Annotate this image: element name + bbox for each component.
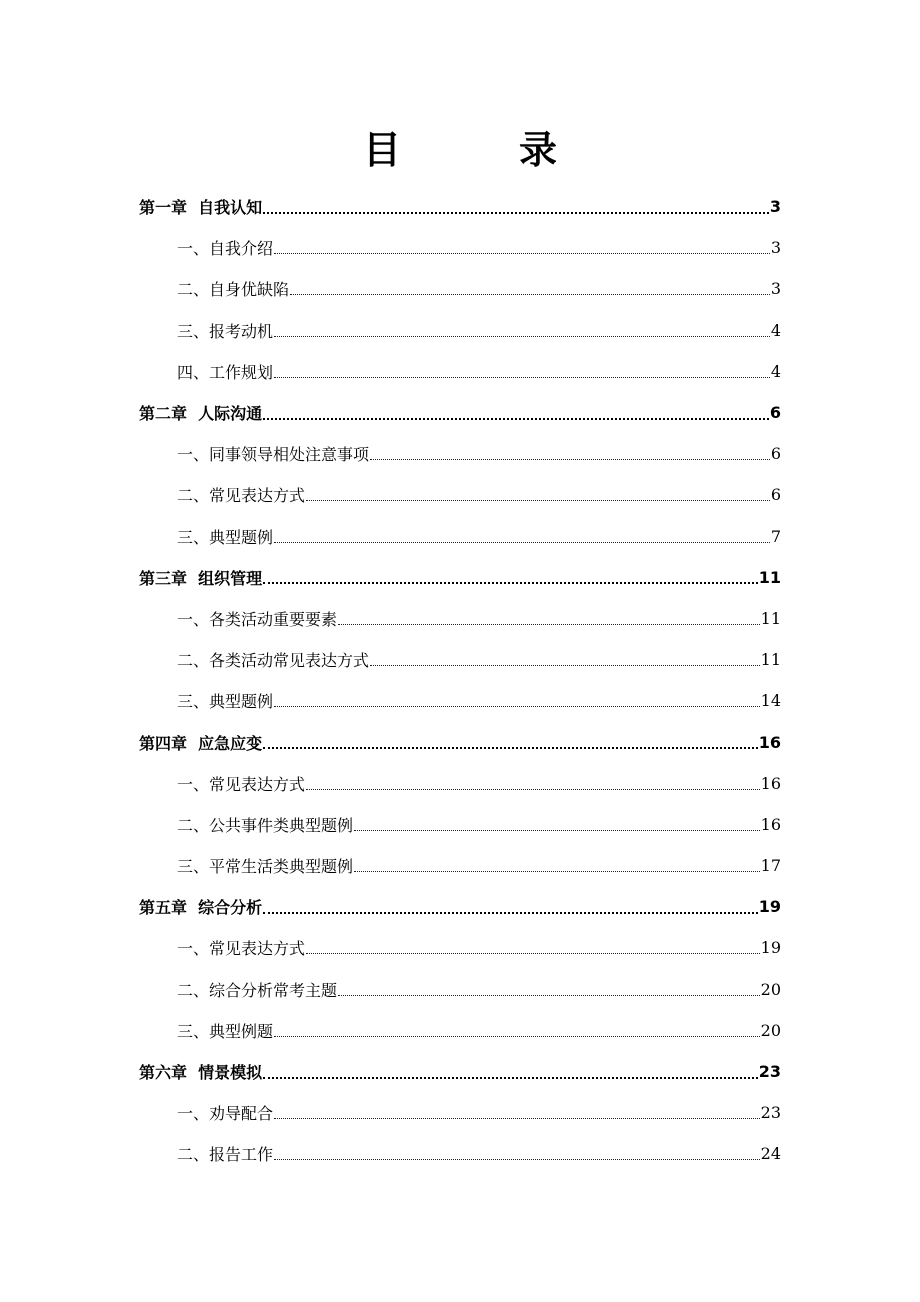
toc-section-entry[interactable] <box>139 227 781 268</box>
toc-section-entry[interactable] <box>139 969 781 1010</box>
toc-section-entry[interactable] <box>139 351 781 392</box>
toc-entry-label: 三、平常生活类典型题例 <box>177 857 354 877</box>
toc-page-number: 20 <box>760 1020 781 1040</box>
toc-page-number: 23 <box>758 1062 781 1082</box>
toc-entry-label: 二、公共事件类典型题例 <box>177 815 354 835</box>
toc-page-number: 20 <box>760 979 781 999</box>
toc-entry-label: 一、同事领导相处注意事项 <box>177 445 370 465</box>
toc-section-entry[interactable] <box>139 474 781 515</box>
toc-entry-label: 三、典型例题 <box>177 1021 274 1041</box>
toc-section-entry[interactable] <box>139 845 781 886</box>
toc-entry-label: 第四章 应急应变 <box>139 733 263 753</box>
dot-leader <box>274 253 770 254</box>
dot-leader <box>263 582 758 584</box>
toc-chapter-entry[interactable] <box>139 886 781 927</box>
toc-page-number: 4 <box>770 361 781 381</box>
toc-section-entry[interactable] <box>139 433 781 474</box>
dot-leader <box>263 747 758 749</box>
toc-page-number: 11 <box>760 608 781 628</box>
dot-leader <box>274 336 770 337</box>
toc-page-number: 6 <box>770 485 781 505</box>
dot-leader <box>306 500 770 501</box>
toc-page-number: 7 <box>770 526 781 546</box>
toc-entry-label: 二、报告工作 <box>177 1145 274 1165</box>
toc-entry-label: 一、常见表达方式 <box>177 939 306 959</box>
toc-chapter-entry[interactable] <box>139 392 781 433</box>
toc-page-number: 6 <box>770 444 781 464</box>
toc-page-number: 16 <box>760 814 781 834</box>
toc-section-entry[interactable] <box>139 1133 781 1174</box>
dot-leader <box>354 830 760 831</box>
dot-leader <box>263 418 769 420</box>
toc-entry-label: 一、自我介绍 <box>177 239 274 259</box>
page-title: 目 录 <box>362 128 597 172</box>
toc-section-entry[interactable] <box>139 639 781 680</box>
toc-chapter-entry[interactable] <box>139 186 781 227</box>
dot-leader <box>290 294 770 295</box>
toc-chapter-entry[interactable] <box>139 721 781 762</box>
toc-entry-label: 四、工作规划 <box>177 362 274 382</box>
toc-page-number: 23 <box>760 1103 781 1123</box>
toc-section-entry[interactable] <box>139 1092 781 1133</box>
toc-page-number: 11 <box>758 567 781 587</box>
dot-leader <box>263 212 769 214</box>
toc-section-entry[interactable] <box>139 763 781 804</box>
toc-section-entry[interactable] <box>139 598 781 639</box>
toc-page-number: 24 <box>760 1144 781 1164</box>
toc-entry-label: 三、典型题例 <box>177 692 274 712</box>
dot-leader <box>274 542 770 543</box>
dot-leader <box>338 624 760 625</box>
toc-entry-label: 第五章 综合分析 <box>139 898 263 918</box>
toc-entry-label: 第六章 情景模拟 <box>139 1063 263 1083</box>
dot-leader <box>338 995 760 996</box>
toc-chapter-entry[interactable] <box>139 557 781 598</box>
toc-entry-label: 第三章 组织管理 <box>139 568 263 588</box>
toc-page-number: 14 <box>760 691 781 711</box>
dot-leader <box>263 1077 758 1079</box>
toc-entry-label: 一、各类活动重要要素 <box>177 609 338 629</box>
toc-page-number: 4 <box>770 320 781 340</box>
dot-leader <box>370 665 760 666</box>
toc-page-number: 6 <box>769 403 781 423</box>
toc-page-number: 3 <box>770 279 781 299</box>
toc-section-entry[interactable] <box>139 268 781 309</box>
toc-section-entry[interactable] <box>139 310 781 351</box>
toc-entry-label: 二、常见表达方式 <box>177 486 306 506</box>
dot-leader <box>306 789 760 790</box>
dot-leader <box>370 459 770 460</box>
dot-leader <box>306 953 760 954</box>
dot-leader <box>354 871 760 872</box>
toc-entry-label: 第二章 人际沟通 <box>139 404 263 424</box>
toc-section-entry[interactable] <box>139 804 781 845</box>
toc-entry-label: 一、常见表达方式 <box>177 774 306 794</box>
toc-page-number: 3 <box>770 238 781 258</box>
toc-page-number: 3 <box>769 197 781 217</box>
toc-section-entry[interactable] <box>139 680 781 721</box>
dot-leader <box>263 912 758 914</box>
dot-leader <box>274 377 770 378</box>
table-of-contents <box>139 186 781 1175</box>
toc-page-number: 11 <box>760 650 781 670</box>
toc-page-number: 19 <box>758 897 781 917</box>
toc-page-number: 16 <box>758 732 781 752</box>
toc-section-entry[interactable] <box>139 1010 781 1051</box>
dot-leader <box>274 1159 760 1160</box>
toc-entry-label: 一、劝导配合 <box>177 1104 274 1124</box>
toc-page-number: 17 <box>760 856 781 876</box>
toc-entry-label: 二、综合分析常考主题 <box>177 980 338 1000</box>
dot-leader <box>274 1118 760 1119</box>
toc-entry-label: 二、各类活动常见表达方式 <box>177 651 370 671</box>
toc-entry-label: 三、典型题例 <box>177 527 274 547</box>
dot-leader <box>274 706 760 707</box>
dot-leader <box>274 1036 760 1037</box>
toc-chapter-entry[interactable] <box>139 1051 781 1092</box>
toc-page-number: 19 <box>760 938 781 958</box>
toc-page-number: 16 <box>760 773 781 793</box>
toc-section-entry[interactable] <box>139 516 781 557</box>
toc-entry-label: 二、自身优缺陷 <box>177 280 290 300</box>
toc-entry-label: 第一章 自我认知 <box>139 198 263 218</box>
toc-entry-label: 三、报考动机 <box>177 321 274 341</box>
toc-section-entry[interactable] <box>139 927 781 968</box>
